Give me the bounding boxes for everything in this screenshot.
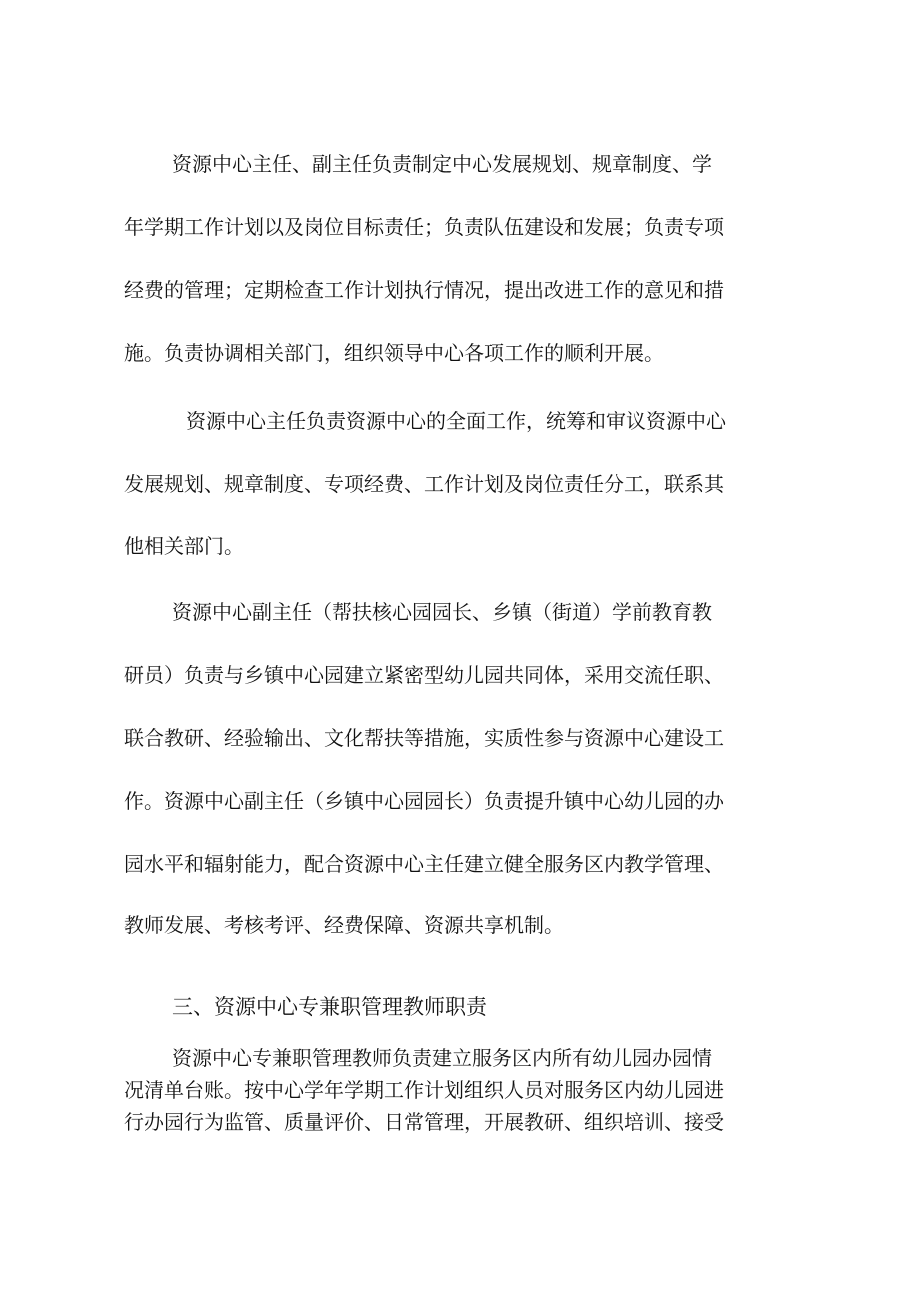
para2-line-3: 他相关部门。 <box>124 534 244 558</box>
para1-line-3: 经费的管理；定期检查工作计划执行情况，提出改进工作的意见和措 <box>124 278 724 302</box>
para4-line-1: 资源中心专兼职管理教师负责建立服务区内所有幼儿园办园情 <box>172 1046 712 1070</box>
para1-line-4: 施。负责协调相关部门，组织领导中心各项工作的顺利开展。 <box>124 341 664 365</box>
para2-line-2: 发展规划、规章制度、专项经费、工作计划及岗位责任分工，联系其 <box>124 472 724 496</box>
para4-line-2: 况清单台账。按中心学年学期工作计划组织人员对服务区内幼儿园进 <box>124 1078 724 1102</box>
para4-line-3: 行办园行为监管、质量评价、日常管理，开展教研、组织培训、接受 <box>124 1110 724 1134</box>
para3-line-1: 资源中心副主任（帮扶核心园园长、乡镇（街道）学前教育教 <box>172 600 712 624</box>
section-3-heading: 三、资源中心专兼职管理教师职责 <box>172 995 487 1019</box>
para2-line-1: 资源中心主任负责资源中心的全面工作，统筹和审议资源中心 <box>186 409 726 433</box>
para1-line-1: 资源中心主任、副主任负责制定中心发展规划、规章制度、学 <box>172 152 712 176</box>
para3-line-3: 联合教研、经验输出、文化帮扶等措施，实质性参与资源中心建设工 <box>124 726 724 750</box>
para3-line-6: 教师发展、考核考评、经费保障、资源共享机制。 <box>124 913 564 937</box>
para3-line-5: 园水平和辐射能力，配合资源中心主任建立健全服务区内教学管理、 <box>124 852 724 876</box>
para3-line-2: 研员）负责与乡镇中心园建立紧密型幼儿园共同体，采用交流任职、 <box>124 663 724 687</box>
para1-line-2: 年学期工作计划以及岗位目标责任；负责队伍建设和发展；负责专项 <box>124 215 724 239</box>
para3-line-4: 作。资源中心副主任（乡镇中心园园长）负责提升镇中心幼儿园的办 <box>124 789 724 813</box>
